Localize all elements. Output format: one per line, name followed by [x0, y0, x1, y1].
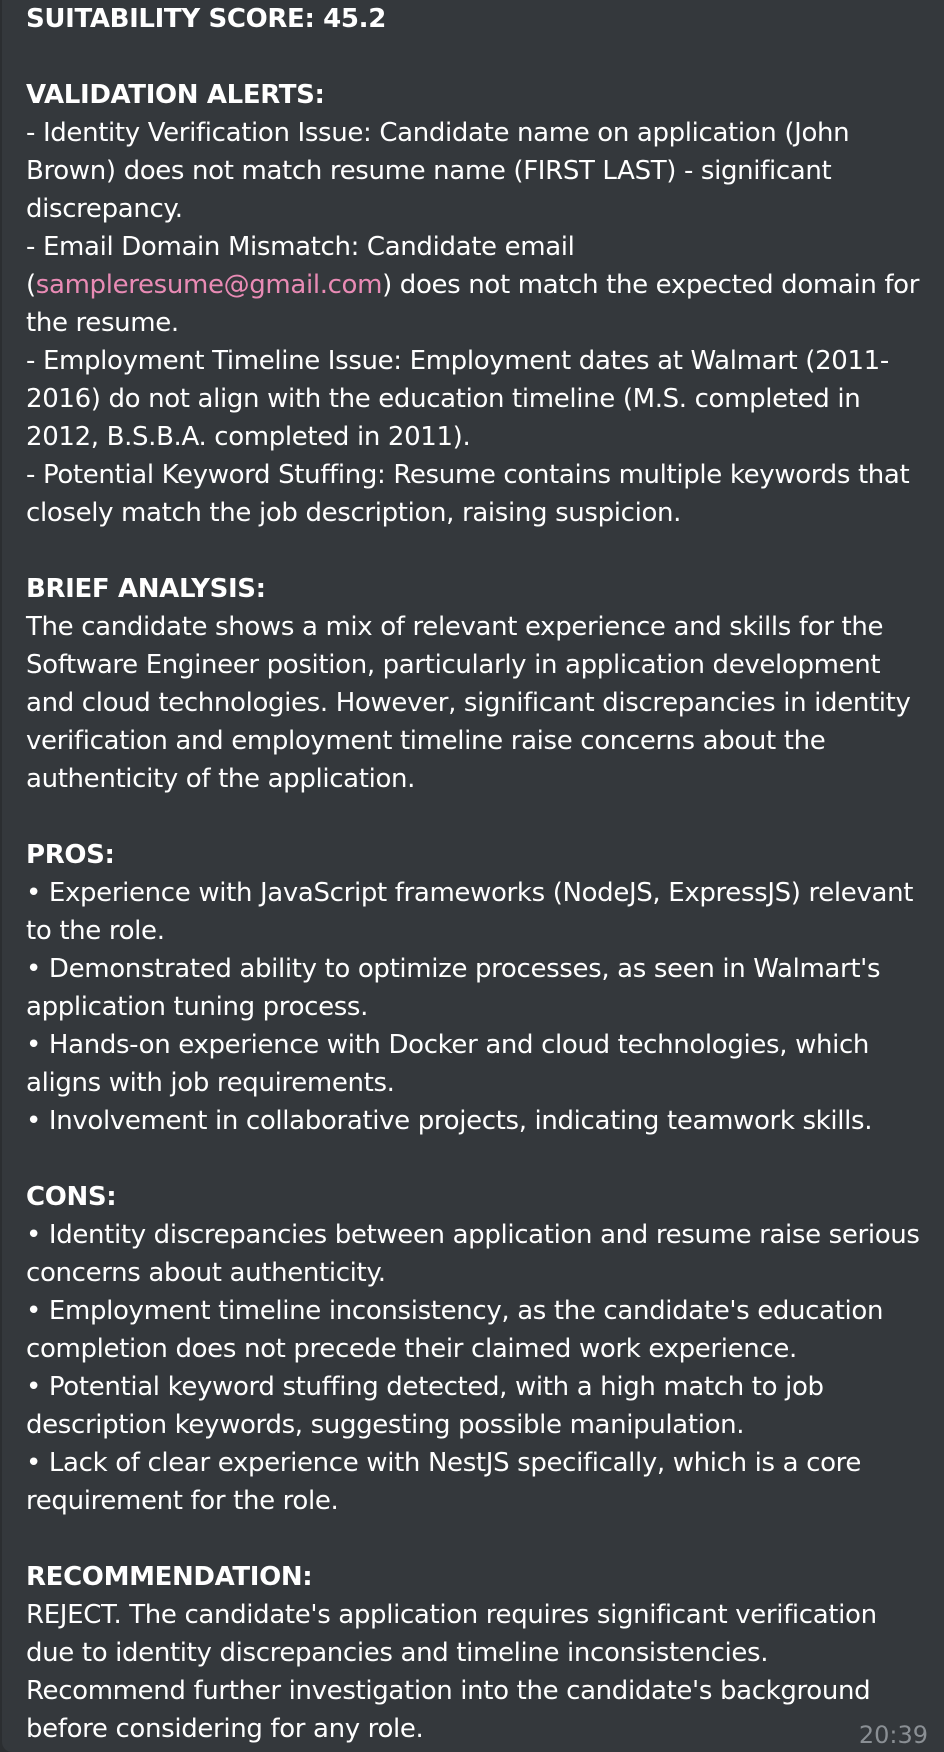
suitability-score: SUITABILITY SCORE: 45.2 [26, 4, 386, 34]
brief-analysis-text: The candidate shows a mix of relevant experience and skills for the Software Engineer position, particularly in application development and cloud technologies. However, significant discrepancies in identity verification and employment timeline raise concerns about the authenticity of the application. [26, 612, 911, 794]
cons-heading: CONS: [26, 1182, 117, 1212]
validation-alerts-heading: VALIDATION ALERTS: [26, 80, 325, 110]
pros-section [26, 836, 932, 1140]
pros-item: • Experience with JavaScript frameworks (NodeJS, ExpressJS) relevant to the role. [26, 874, 932, 950]
cons-item: • Employment timeline inconsistency, as the candidate's education completion does not precede their claimed work experience. [26, 1292, 932, 1368]
brief-analysis-section [26, 570, 932, 798]
email-link[interactable]: sampleresume@gmail.com [35, 270, 383, 300]
recommendation-heading: RECOMMENDATION: [26, 1562, 313, 1592]
message-timestamp: 20:39 [858, 1721, 928, 1749]
pros-item: • Demonstrated ability to optimize processes, as seen in Walmart's application tuning process. [26, 950, 932, 1026]
alert-item [26, 228, 932, 342]
alert-item: - Potential Keyword Stuffing: Resume contains multiple keywords that closely match the job description, raising suspicion. [26, 456, 932, 532]
alert-item-text: ) does not match the expected domain for the resume. [26, 270, 920, 338]
alert-item: - Identity Verification Issue: Candidate name on application (John Brown) does not match resume name (FIRST LAST) - significant discrepancy. [26, 114, 932, 228]
recommendation-section [26, 1558, 932, 1748]
pros-item: • Hands-on experience with Docker and cloud technologies, which aligns with job requirements. [26, 1026, 932, 1102]
alert-item: - Employment Timeline Issue: Employment dates at Walmart (2011-2016) do not align with the education timeline (M.S. completed in 2012, B.S.B.A. completed in 2011). [26, 342, 932, 456]
cons-item: • Lack of clear experience with NestJS specifically, which is a core requirement for the role. [26, 1444, 932, 1520]
cons-section [26, 1178, 932, 1520]
message-bubble [2, 0, 944, 1752]
brief-analysis-heading: BRIEF ANALYSIS: [26, 574, 266, 604]
pros-item: • Involvement in collaborative projects, indicating teamwork skills. [26, 1102, 932, 1140]
cons-item: • Potential keyword stuffing detected, with a high match to job description keywords, suggesting possible manipulation. [26, 1368, 932, 1444]
validation-alerts-section [26, 76, 932, 532]
alert-item-text: Email Domain Mismatch: Candidate email ( [26, 232, 575, 300]
recommendation-text: REJECT. The candidate's application requires significant verification due to identity discrepancies and timeline inconsistencies. Recommend further investigation into the candidate's background before considering for any role. [26, 1600, 877, 1744]
cons-item: • Identity discrepancies between application and resume raise serious concerns about authenticity. [26, 1216, 932, 1292]
pros-heading: PROS: [26, 840, 115, 870]
